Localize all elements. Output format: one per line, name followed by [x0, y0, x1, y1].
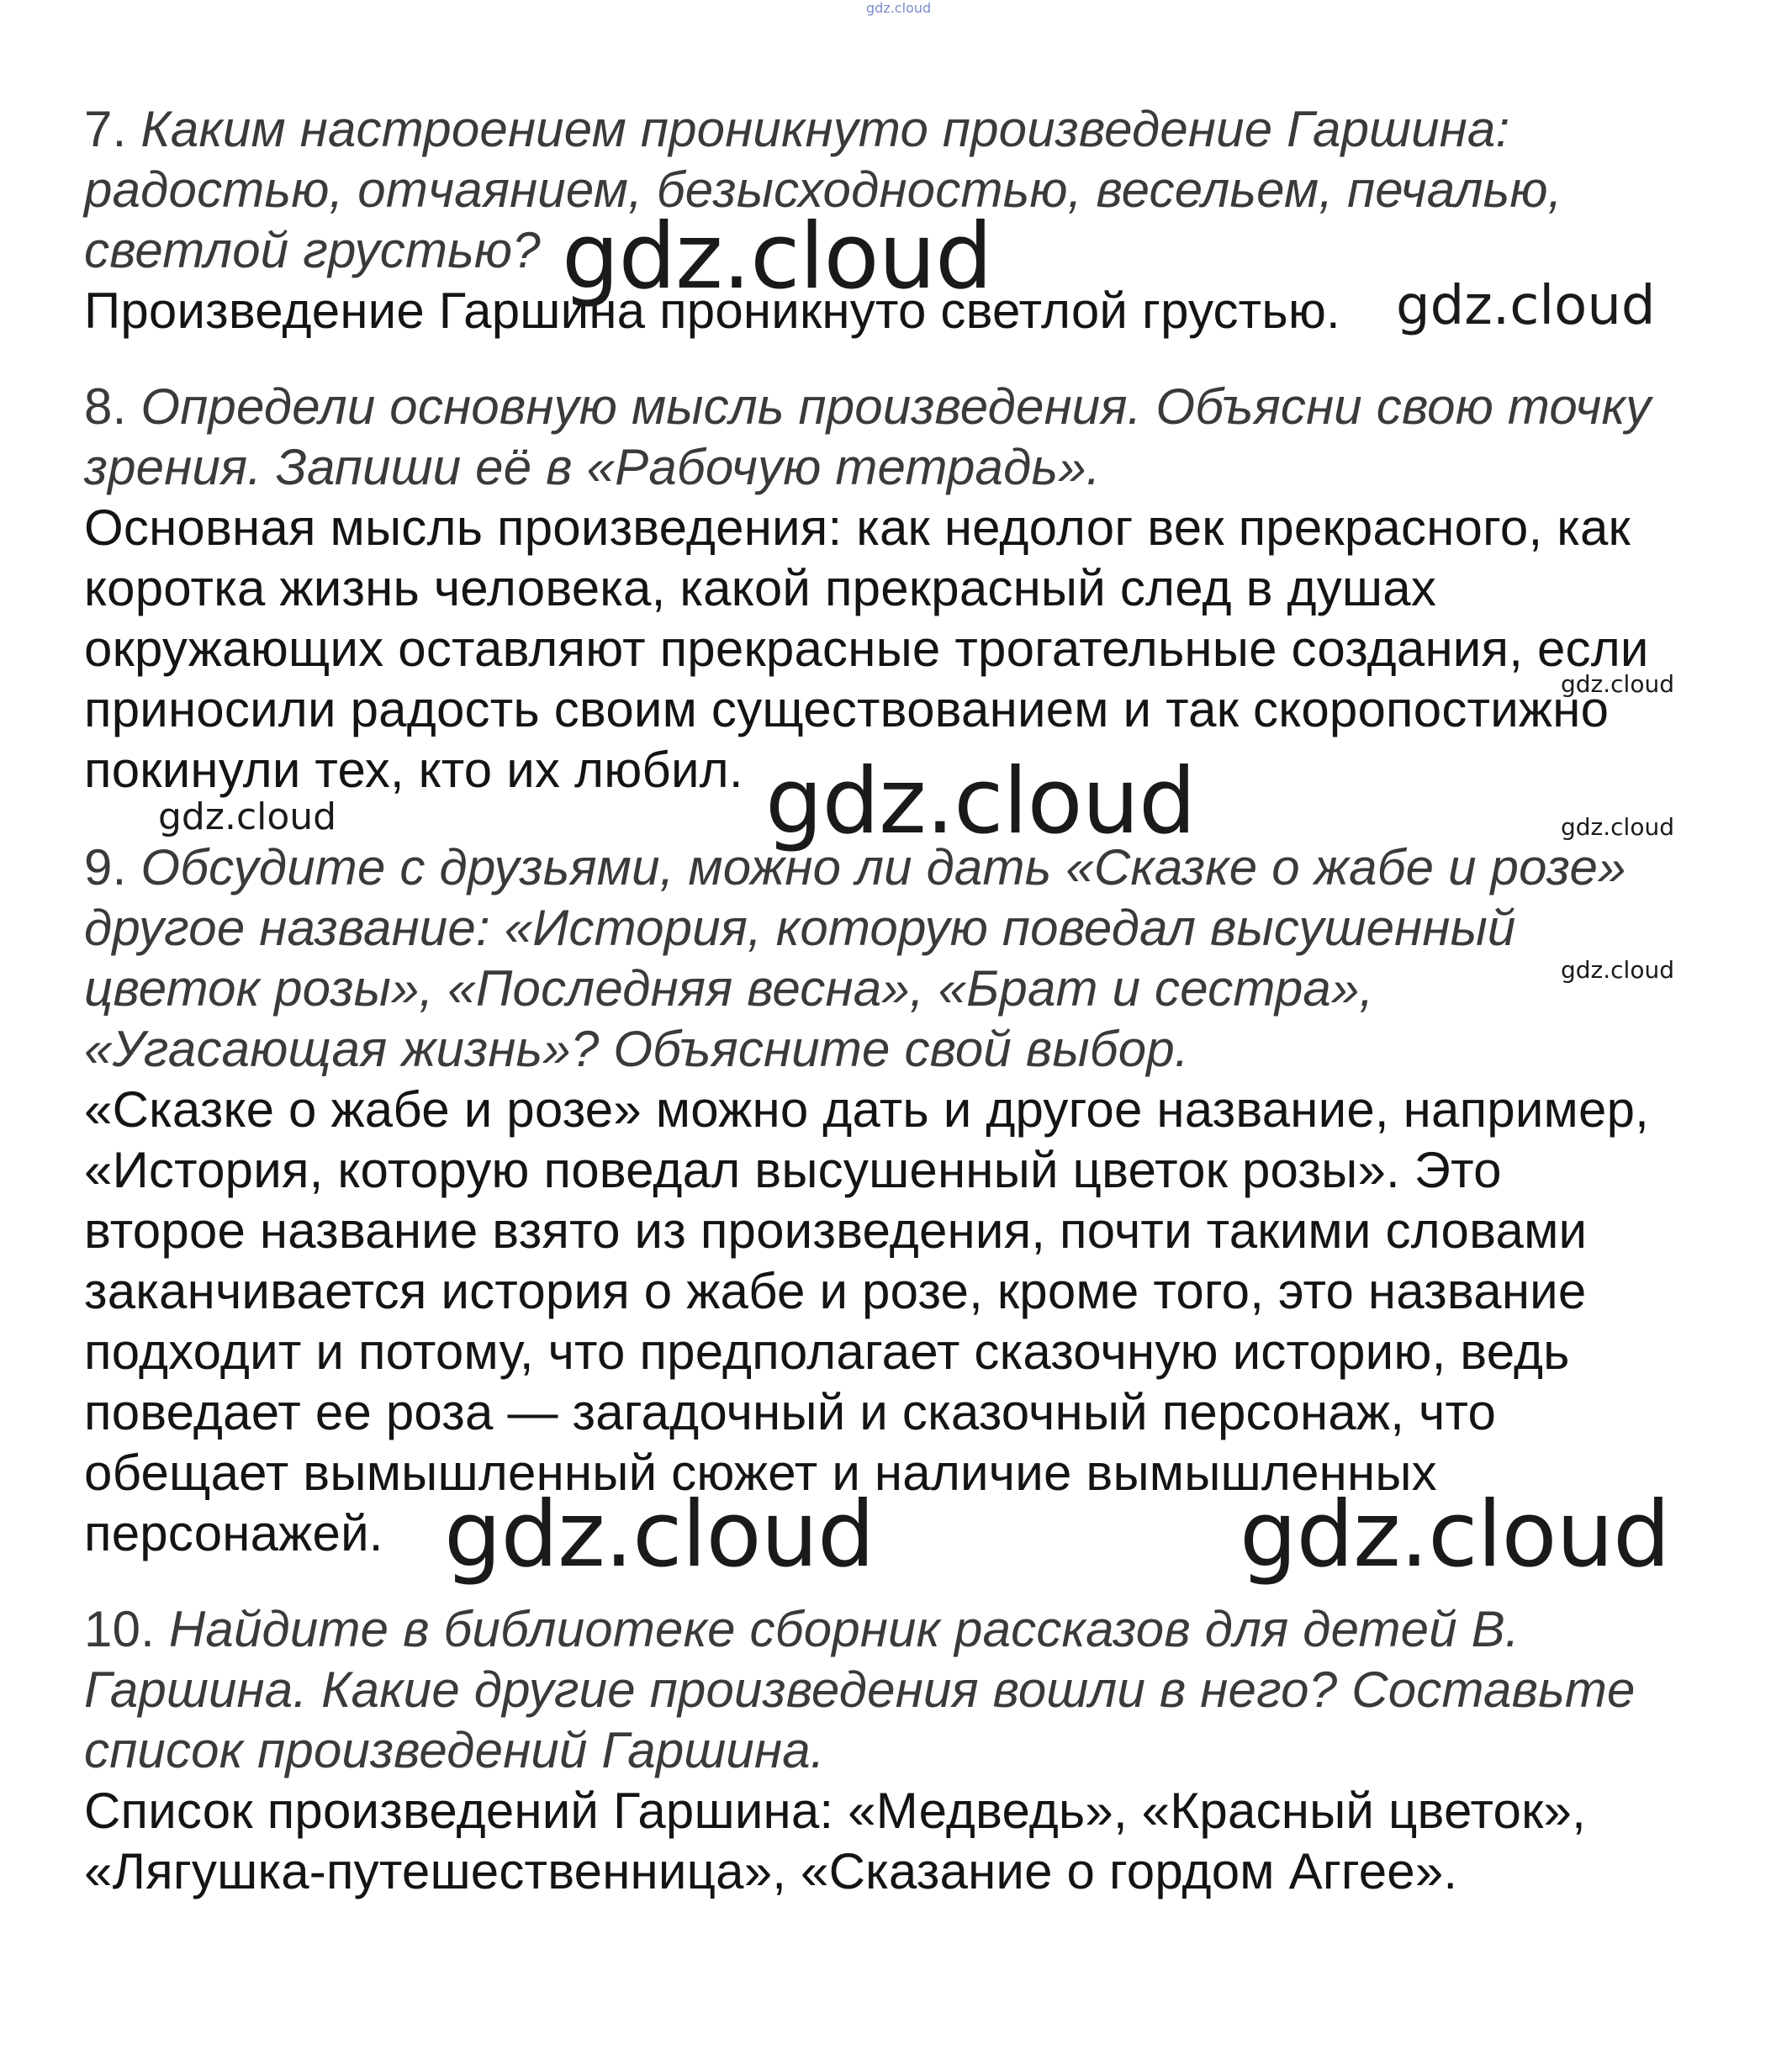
watermark-5: gdz.cloud: [158, 795, 337, 838]
question-9-line-2: другое название: «История, которую поведал высушенный: [84, 900, 1516, 956]
answer-9-line-7: обещает вымышленный сюжет и наличие вымышленных: [84, 1445, 1437, 1501]
watermark-7: gdz.cloud: [1561, 956, 1674, 984]
question-9-number: 9.: [84, 839, 127, 895]
question-9-line-1: 9. Обсудите с друзьями, можно ли дать «Сказке о жабе и розе»: [84, 839, 1626, 895]
question-7-number: 7.: [84, 101, 127, 157]
question-8-number: 8.: [84, 378, 127, 435]
watermark-top: gdz.cloud: [866, 0, 932, 16]
question-10-line-3: список произведений Гаршина.: [84, 1722, 825, 1778]
question-7-line-1: 7. Каким настроением проникнуто произведение Гаршина:: [84, 101, 1510, 157]
watermark-9: gdz.cloud: [1240, 1482, 1670, 1587]
question-8-line-1: 8. Определи основную мысль произведения. Объясни свою точку: [84, 378, 1652, 435]
answer-9-line-1: «Сказке о жабе и розе» можно дать и другое название, например,: [84, 1081, 1650, 1138]
answer-9-line-2: «История, которую поведал высушенный цветок розы». Это: [84, 1142, 1502, 1198]
answer-8-line-5: покинули тех, кто их любил.: [84, 742, 743, 798]
answer-8-line-1: Основная мысль произведения: как недолог век прекрасного, как: [84, 499, 1631, 556]
question-7-line-3: светлой грустью?: [84, 222, 541, 278]
watermark-1: gdz.cloud: [562, 204, 992, 309]
question-10-number: 10.: [84, 1601, 156, 1657]
watermark-6: gdz.cloud: [1561, 813, 1674, 841]
answer-8-line-4: приносили радость своим существованием и так скоропостижно: [84, 681, 1610, 737]
watermark-2: gdz.cloud: [1396, 275, 1656, 337]
question-8-line-2: зрения. Запиши её в «Рабочую тетрадь».: [84, 439, 1101, 495]
watermark-3: gdz.cloud: [1561, 670, 1674, 698]
answer-10-line-1: Список произведений Гаршина: «Медведь», «Красный цветок»,: [84, 1783, 1586, 1839]
watermark-4: gdz.cloud: [765, 749, 1196, 854]
answer-10-line-2: «Лягушка-путешественница», «Сказание о гордом Аггее».: [84, 1843, 1458, 1899]
answer-9-line-5: подходит и потому, что предполагает сказочную историю, ведь: [84, 1323, 1570, 1380]
question-10-line-2: Гаршина. Какие другие произведения вошли в него? Составьте: [84, 1661, 1636, 1718]
answer-8-line-2: коротка жизнь человека, какой прекрасный след в душах: [84, 560, 1437, 616]
answer-9-line-4: заканчивается история о жабе и розе, кроме того, это название: [84, 1263, 1587, 1319]
question-7-line-2: радостью, отчаянием, безысходностью, весельем, печалью,: [84, 161, 1562, 218]
answer-9-line-6: поведает ее роза — загадочный и сказочный персонаж, что: [84, 1384, 1497, 1440]
question-9-line-4: «Угасающая жизнь»? Объясните свой выбор.: [84, 1021, 1189, 1077]
answer-9-line-8: персонажей.: [84, 1505, 383, 1561]
answer-9-line-3: второе название взято из произведения, почти такими словами: [84, 1202, 1588, 1259]
question-9-line-3: цветок розы», «Последняя весна», «Брат и сестра»,: [84, 960, 1374, 1017]
answer-8-line-3: окружающих оставляют прекрасные трогательные создания, если: [84, 621, 1649, 677]
answer-7-line-1: Произведение Гаршина проникнуто светлой грустью.: [84, 283, 1340, 339]
question-10-line-1: 10. Найдите в библиотеке сборник рассказов для детей В.: [84, 1601, 1520, 1657]
watermark-8: gdz.cloud: [444, 1482, 875, 1587]
